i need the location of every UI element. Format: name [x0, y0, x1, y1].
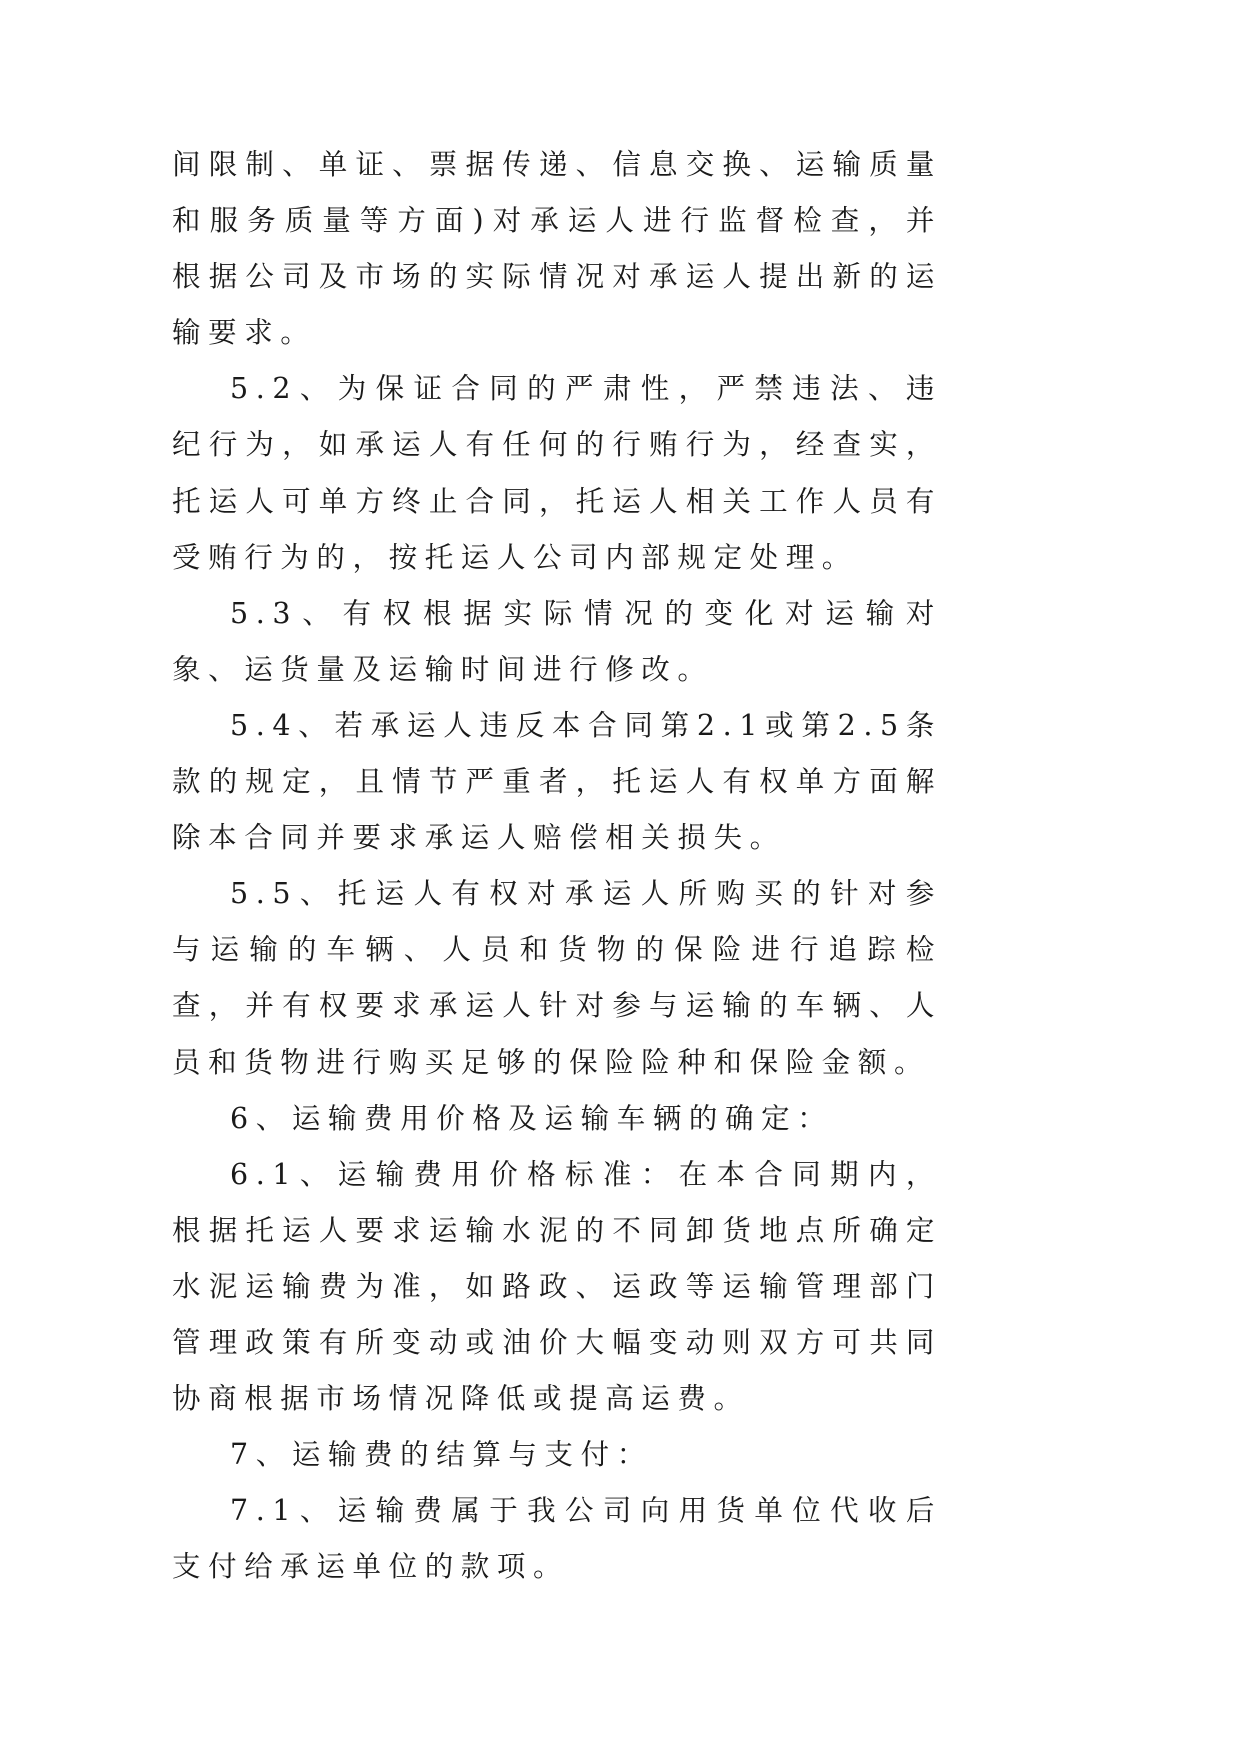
document-body — [172, 137, 942, 1595]
section-heading-6: 6、运输费用价格及运输车辆的确定： — [230, 1101, 834, 1135]
paragraph-clause-5-4: 5.4、若承运人违反本合同第2.1或第2.5条款的规定，且情节严重者，托运人有权单方面解除本合同并要求承运人赔偿相关损失。 — [172, 708, 942, 855]
paragraph-clause-5-3: 5.3、有权根据实际情况的变化对运输对象、运货量及运输时间进行修改。 — [172, 596, 942, 686]
paragraph-continuation: 间限制、单证、票据传递、信息交换、运输质量和服务质量等方面)对承运人进行监督检查，并根据公司及市场的实际情况对承运人提出新的运输要求。 — [172, 148, 942, 350]
paragraph-clause-5-2: 5.2、为保证合同的严肃性，严禁违法、违纪行为，如承运人有任何的行贿行为，经查实，托运人可单方终止合同，托运人相关工作人员有受贿行为的，按托运人公司内部规定处理。 — [172, 372, 942, 574]
section-heading-7: 7、运输费的结算与支付： — [230, 1438, 653, 1472]
paragraph-clause-7-1: 7.1、运输费属于我公司向用货单位代收后支付给承运单位的款项。 — [172, 1494, 942, 1584]
paragraph-clause-5-5: 5.5、托运人有权对承运人所购买的针对参与运输的车辆、人员和货物的保险进行追踪检查，并有权要求承运人针对参与运输的车辆、人员和货物进行购买足够的保险险种和保险金额。 — [172, 877, 942, 1079]
paragraph-clause-6-1: 6.1、运输费用价格标准：在本合同期内，根据托运人要求运输水泥的不同卸货地点所确定水泥运输费为准，如路政、运政等运输管理部门管理政策有所变动或油价大幅变动则双方可共同协商根据市场情况降低或提高运费。 — [172, 1157, 942, 1416]
